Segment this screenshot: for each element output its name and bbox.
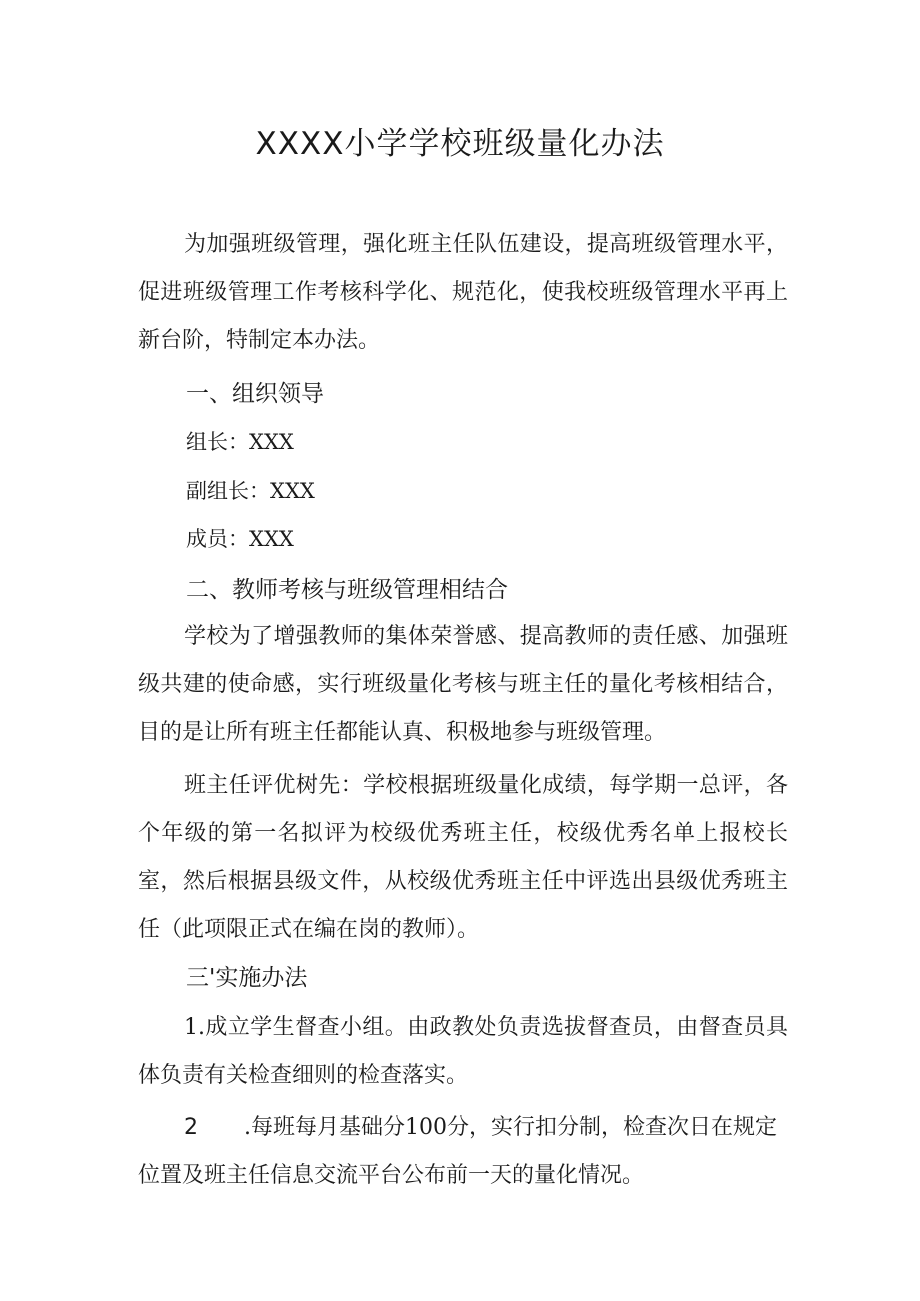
- section-3-item-1: 1.成立学生督查小组。由政教处负责选拔督查员，由督查员具体负责有关检查细则的检查落实。: [138, 1015, 788, 1088]
- section-2-heading: 二、教师考核与班级管理相结合: [186, 577, 508, 603]
- section-3-heading: 三'实施办法: [186, 965, 308, 991]
- item-2-number: 2: [184, 1115, 198, 1140]
- deputy-leader-line: 副组长：XXX: [186, 479, 315, 503]
- section-3-item-2: [138, 1104, 788, 1200]
- leader-line: 组长：XXX: [186, 430, 294, 454]
- intro-paragraph: 为加强班级管理，强化班主任队伍建设，提高班级管理水平，促进班级管理工作考核科学化、规范化，使我校班级管理水平再上新台阶，特制定本办法。: [138, 232, 788, 353]
- section-2-paragraph-1: 学校为了增强教师的集体荣誉感、提高教师的责任感、加强班级共建的使命感，实行班级量化考核与班主任的量化考核相结合，目的是让所有班主任都能认真、积极地参与班级管理。: [138, 624, 788, 745]
- section-2-paragraph-2: 班主任评优树先：学校根据班级量化成绩，每学期一总评，各个年级的第一名拟评为校级优秀班主任，校级优秀名单上报校长室，然后根据县级文件，从校级优秀班主任中评选出县级优秀班主任（此项限正式在编在岗的教师）。: [138, 773, 788, 942]
- members-line: 成员：XXX: [186, 527, 294, 551]
- document-title: XXXX小学学校班级量化办法: [255, 126, 665, 162]
- section-1-heading: 一、组织领导: [186, 381, 324, 407]
- item-2-text: .每班每月基础分100分，实行扣分制，检查次日在规定位置及班主任信息交流平台公布前一天的量化情况。: [138, 1115, 777, 1188]
